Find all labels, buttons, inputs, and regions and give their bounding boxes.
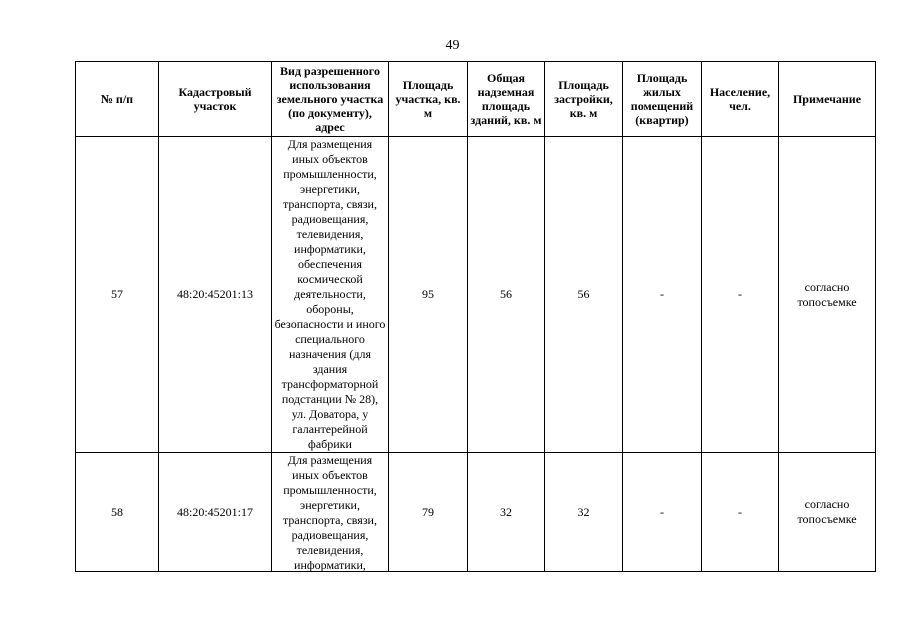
table-header <box>76 62 876 137</box>
cell-permitted-use-text: Для размещения иных объектов промышленности, энергетики, транспорта, связи, радиовещания, телевидения, информатики, <box>283 453 377 571</box>
header-permitted-use: Вид разрешенного использования земельного участка (по документу), адрес <box>272 62 389 137</box>
table-body <box>76 137 876 572</box>
cell-living-area: - <box>623 453 702 572</box>
header-row <box>76 62 876 137</box>
header-living-area: Площадь жилых помещений (квартир) <box>623 62 702 137</box>
cell-num: 57 <box>76 137 159 453</box>
cell-population: - <box>702 453 779 572</box>
cell-permitted-use: Для размещения иных объектов промышленности, энергетики, транспорта, связи, радиовещания, телевидения, информатики, обеспечения космической деятельности, обороны, безопасности и иного специального назначения (для здания трансформаторной подстанции № 28), ул. Доватора, у галантерейной фабрики <box>272 137 389 453</box>
cell-total-area: 32 <box>468 453 545 572</box>
header-note: Примечание <box>779 62 876 137</box>
header-population: Население, чел. <box>702 62 779 137</box>
land-plots-table <box>75 61 876 572</box>
cell-living-area: - <box>623 137 702 453</box>
cell-plot-area: 79 <box>389 453 468 572</box>
header-plot-area: Площадь участка, кв. м <box>389 62 468 137</box>
header-cadastral: Кадастровый участок <box>159 62 272 137</box>
table-row <box>76 137 876 453</box>
header-built-area: Площадь застройки, кв. м <box>545 62 623 137</box>
cell-built-area: 32 <box>545 453 623 572</box>
cell-note: согласно топосъемке <box>779 453 876 572</box>
header-total-area: Общая надземная площадь зданий, кв. м <box>468 62 545 137</box>
cell-plot-area: 95 <box>389 137 468 453</box>
cell-population: - <box>702 137 779 453</box>
cell-permitted-use <box>272 453 389 572</box>
cell-cadastral: 48:20:45201:13 <box>159 137 272 453</box>
cell-built-area: 56 <box>545 137 623 453</box>
table-row <box>76 453 876 572</box>
header-num: № п/п <box>76 62 159 137</box>
page-number: 49 <box>445 38 460 53</box>
cell-note: согласно топосъемке <box>779 137 876 453</box>
cell-num: 58 <box>76 453 159 572</box>
cell-cadastral: 48:20:45201:17 <box>159 453 272 572</box>
cell-total-area: 56 <box>468 137 545 453</box>
